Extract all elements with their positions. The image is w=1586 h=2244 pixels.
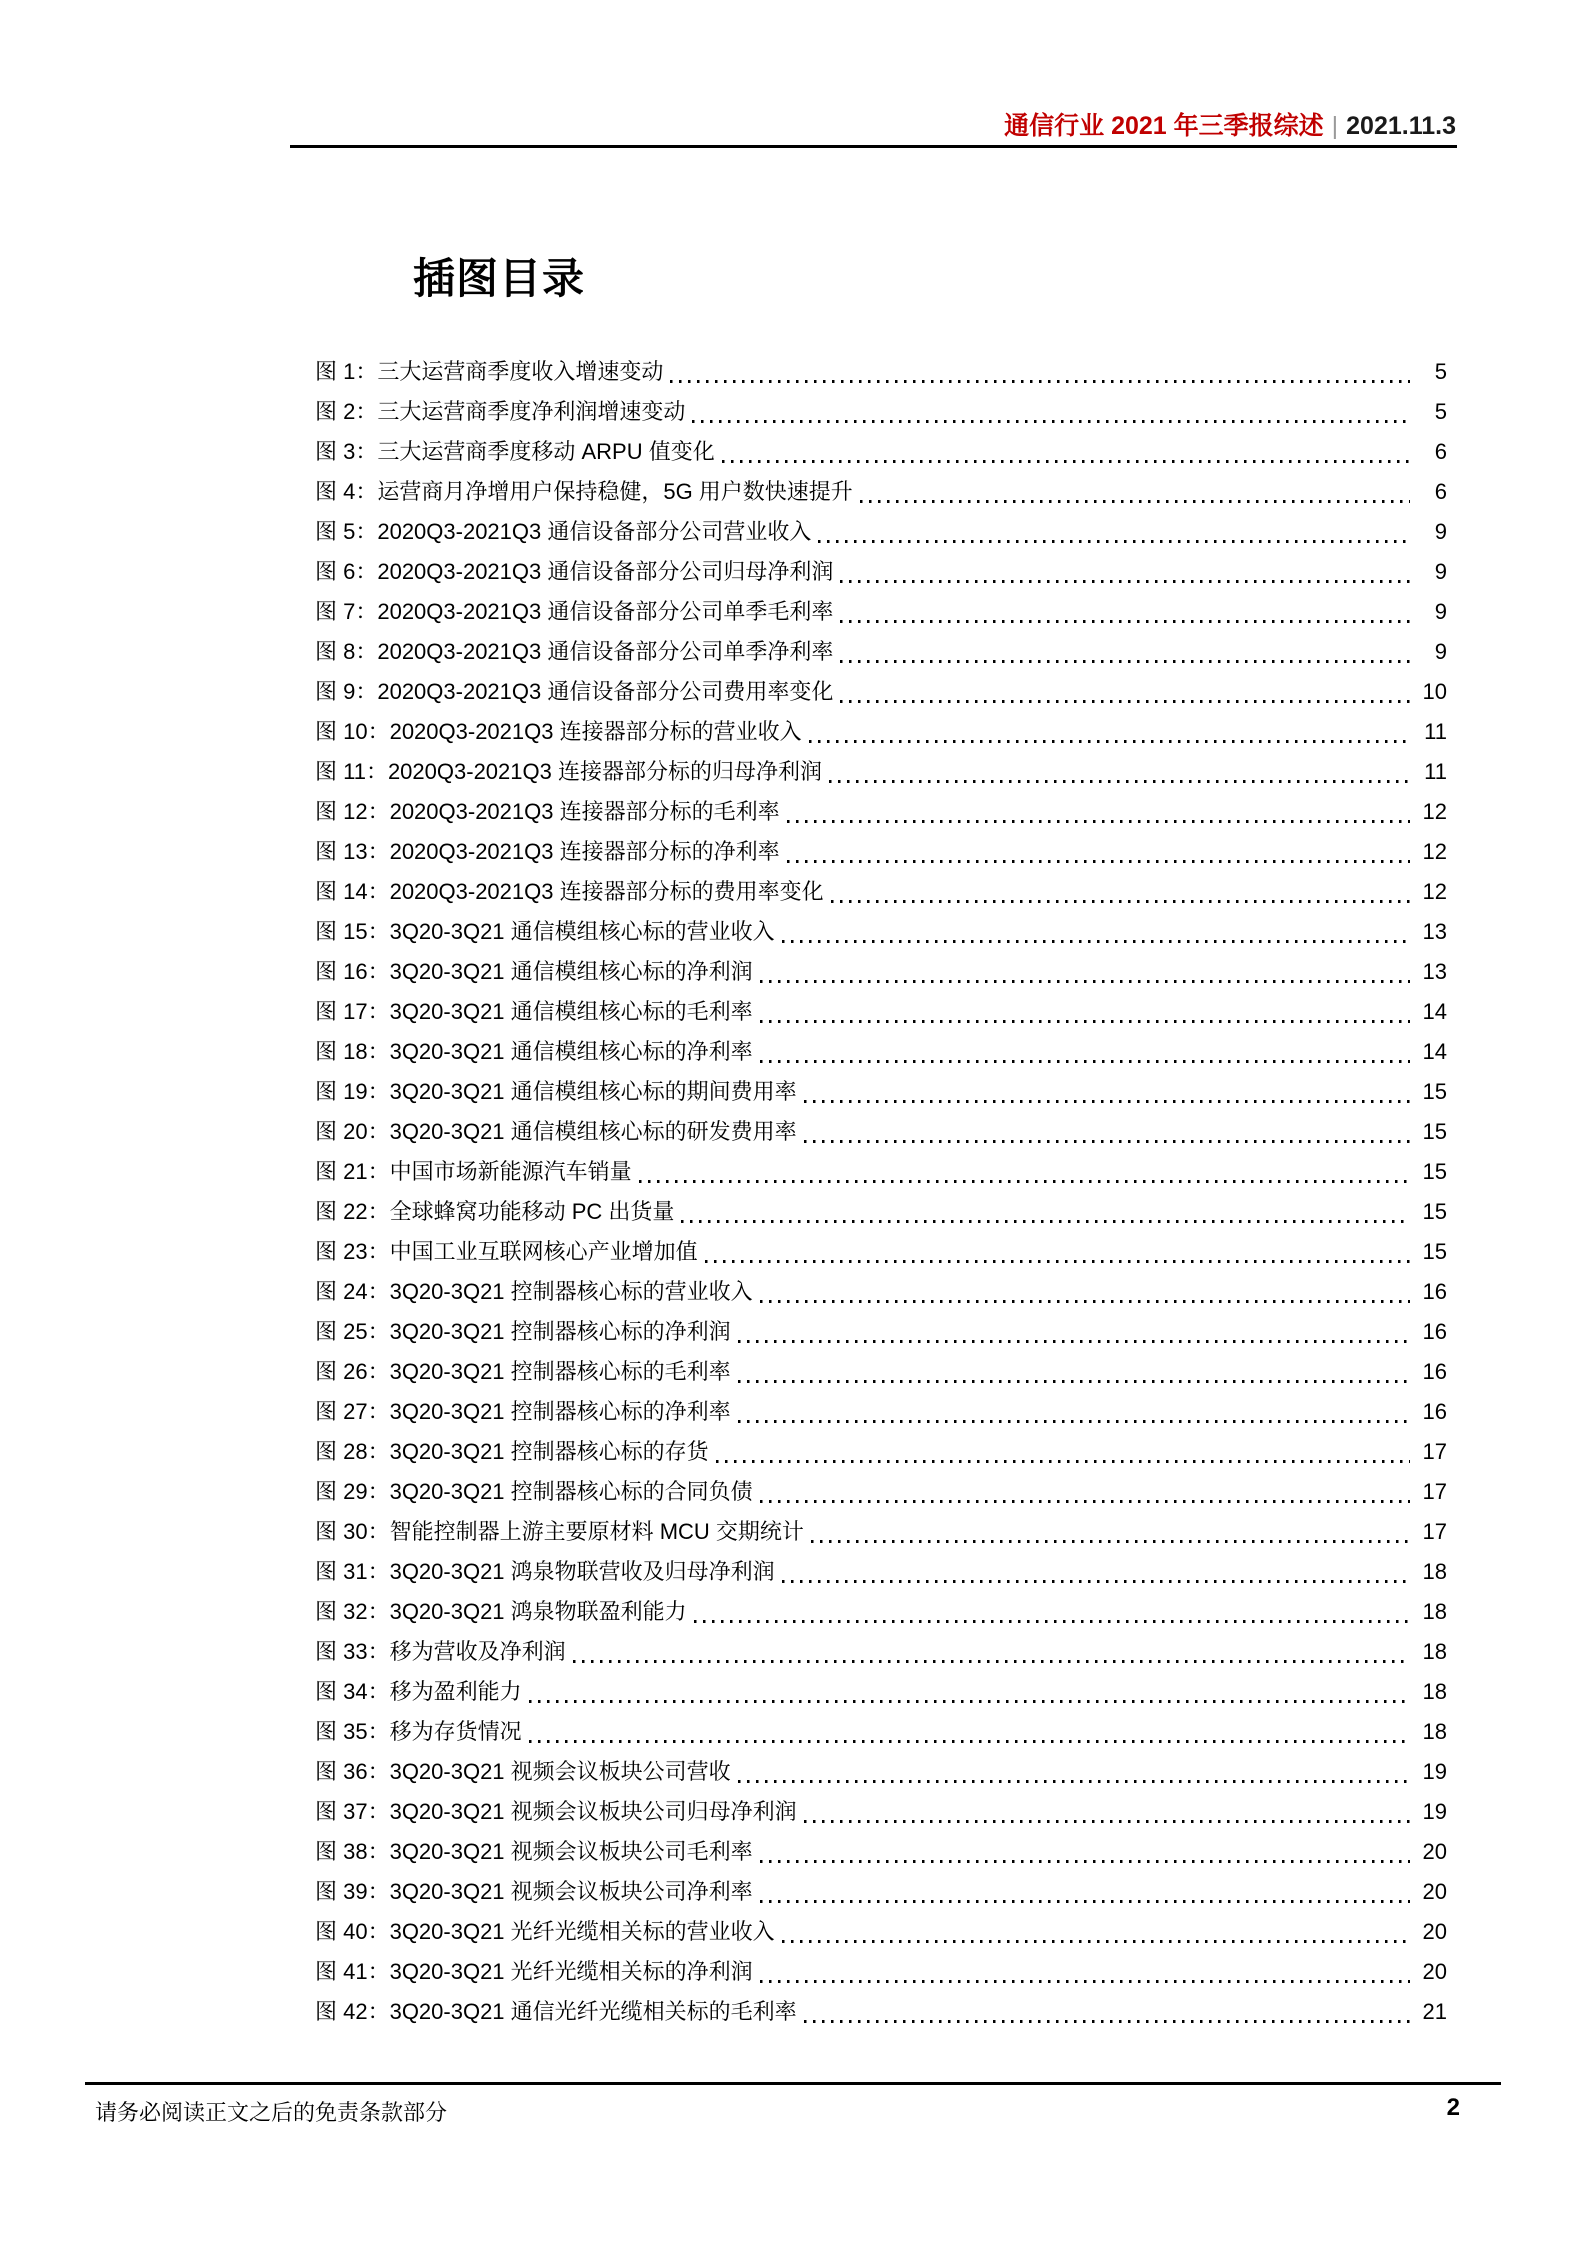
toc-leader-dots <box>760 1060 1410 1063</box>
toc-entry-label: 图 9：2020Q3-2021Q3 通信设备部分公司费用率变化 <box>315 679 834 704</box>
toc-row <box>315 1792 1447 1832</box>
toc-row <box>315 832 1447 872</box>
toc-page-number: 6 <box>1434 479 1447 504</box>
toc-entry-label: 图 15：3Q20-3Q21 通信模组核心标的营业收入 <box>315 919 775 944</box>
toc-entry-label: 图 28：3Q20-3Q21 控制器核心标的存货 <box>315 1439 709 1464</box>
toc-page-number: 13 <box>1422 959 1447 984</box>
toc-leader-dots <box>804 1820 1410 1823</box>
footer-disclaimer: 请务必阅读正文之后的免责条款部分 <box>95 2100 448 2125</box>
toc-row <box>315 1472 1447 1512</box>
toc-page-number: 14 <box>1422 999 1447 1024</box>
toc-row <box>315 1312 1447 1352</box>
toc-leader-dots <box>738 1380 1410 1383</box>
toc-page-number: 20 <box>1422 1919 1447 1944</box>
toc-page-number: 20 <box>1422 1959 1447 1984</box>
toc-row <box>315 512 1447 552</box>
toc-leader-dots <box>722 460 1410 463</box>
toc-row <box>315 592 1447 632</box>
toc-leader-dots <box>529 1700 1410 1703</box>
toc-page-number: 15 <box>1422 1119 1447 1144</box>
toc-leader-dots <box>809 740 1410 743</box>
toc-leader-dots <box>738 1340 1410 1343</box>
toc-row <box>315 632 1447 672</box>
toc-row <box>315 1192 1447 1232</box>
toc-leader-dots <box>573 1660 1410 1663</box>
toc-leader-dots <box>760 1860 1410 1863</box>
header-rule <box>290 145 1457 148</box>
toc-page-number: 17 <box>1422 1519 1447 1544</box>
toc-leader-dots <box>760 1900 1410 1903</box>
toc-page-number: 5 <box>1434 399 1447 424</box>
toc-row <box>315 952 1447 992</box>
toc-leader-dots <box>692 420 1410 423</box>
toc-row <box>315 1832 1447 1872</box>
toc-entry-label: 图 6：2020Q3-2021Q3 通信设备部分公司归母净利润 <box>315 559 834 584</box>
toc-entry-label: 图 30：智能控制器上游主要原材料 MCU 交期统计 <box>315 1519 804 1544</box>
toc-leader-dots <box>829 780 1410 783</box>
toc-page-number: 20 <box>1422 1839 1447 1864</box>
toc-page-number: 12 <box>1422 839 1447 864</box>
toc-entry-label: 图 34：移为盈利能力 <box>315 1679 522 1704</box>
toc-leader-dots <box>787 820 1410 823</box>
toc-list <box>315 352 1447 2032</box>
toc-leader-dots <box>681 1220 1410 1223</box>
toc-row <box>315 672 1447 712</box>
toc-leader-dots <box>782 1580 1410 1583</box>
toc-row <box>315 392 1447 432</box>
toc-row <box>315 872 1447 912</box>
toc-page-number: 16 <box>1422 1319 1447 1344</box>
toc-leader-dots <box>760 1980 1410 1983</box>
toc-entry-label: 图 7：2020Q3-2021Q3 通信设备部分公司单季毛利率 <box>315 599 834 624</box>
toc-leader-dots <box>760 1300 1410 1303</box>
toc-entry-label: 图 5：2020Q3-2021Q3 通信设备部分公司营业收入 <box>315 519 812 544</box>
toc-entry-label: 图 16：3Q20-3Q21 通信模组核心标的净利润 <box>315 959 753 984</box>
toc-entry-label: 图 39：3Q20-3Q21 视频会议板块公司净利率 <box>315 1879 753 1904</box>
toc-row <box>315 912 1447 952</box>
toc-row <box>315 1432 1447 1472</box>
toc-page-number: 5 <box>1434 359 1447 384</box>
toc-leader-dots <box>840 580 1410 583</box>
toc-row <box>315 752 1447 792</box>
toc-page-number: 18 <box>1422 1679 1447 1704</box>
toc-row <box>315 1512 1447 1552</box>
toc-page-number: 18 <box>1422 1559 1447 1584</box>
toc-leader-dots <box>694 1620 1410 1623</box>
toc-leader-dots <box>840 700 1410 703</box>
page-header <box>0 106 1456 142</box>
toc-page-number: 16 <box>1422 1279 1447 1304</box>
toc-entry-label: 图 38：3Q20-3Q21 视频会议板块公司毛利率 <box>315 1839 753 1864</box>
toc-row <box>315 1912 1447 1952</box>
toc-page-number: 9 <box>1434 599 1447 624</box>
toc-page-number: 15 <box>1422 1079 1447 1104</box>
report-title: 通信行业 2021 年三季报综述 <box>1004 112 1324 140</box>
toc-leader-dots <box>705 1260 1410 1263</box>
toc-page-number: 12 <box>1422 879 1447 904</box>
toc-page-number: 18 <box>1422 1719 1447 1744</box>
toc-leader-dots <box>782 940 1410 943</box>
toc-page-number: 11 <box>1424 719 1447 744</box>
toc-row <box>315 1552 1447 1592</box>
toc-page-number: 12 <box>1422 799 1447 824</box>
toc-row <box>315 1992 1447 2032</box>
toc-page-number: 13 <box>1422 919 1447 944</box>
footer-rule <box>85 2082 1501 2085</box>
toc-row <box>315 1032 1447 1072</box>
toc-leader-dots <box>840 660 1410 663</box>
toc-row <box>315 1752 1447 1792</box>
toc-leader-dots <box>860 500 1410 503</box>
toc-entry-label: 图 31：3Q20-3Q21 鸿泉物联营收及归母净利润 <box>315 1559 775 1584</box>
footer-page-number: 2 <box>1446 2094 1460 2121</box>
toc-row <box>315 712 1447 752</box>
toc-row <box>315 1232 1447 1272</box>
toc-page-number: 19 <box>1422 1799 1447 1824</box>
toc-entry-label: 图 26：3Q20-3Q21 控制器核心标的毛利率 <box>315 1359 731 1384</box>
toc-entry-label: 图 14：2020Q3-2021Q3 连接器部分标的费用率变化 <box>315 879 824 904</box>
toc-leader-dots <box>804 2020 1410 2023</box>
toc-page-number: 15 <box>1422 1159 1447 1184</box>
toc-leader-dots <box>811 1540 1410 1543</box>
toc-page-number: 15 <box>1422 1199 1447 1224</box>
toc-page-number: 16 <box>1422 1359 1447 1384</box>
toc-entry-label: 图 33：移为营收及净利润 <box>315 1639 566 1664</box>
toc-entry-label: 图 24：3Q20-3Q21 控制器核心标的营业收入 <box>315 1279 753 1304</box>
toc-entry-label: 图 11：2020Q3-2021Q3 连接器部分标的归母净利润 <box>315 759 822 784</box>
toc-entry-label: 图 36：3Q20-3Q21 视频会议板块公司营收 <box>315 1759 731 1784</box>
toc-leader-dots <box>840 620 1410 623</box>
toc-row <box>315 1872 1447 1912</box>
toc-entry-label: 图 3：三大运营商季度移动 ARPU 值变化 <box>315 439 715 464</box>
header-date: 2021.11.3 <box>1346 112 1456 140</box>
toc-page-number: 21 <box>1422 1999 1447 2024</box>
toc-row <box>315 792 1447 832</box>
toc-leader-dots <box>529 1740 1410 1743</box>
toc-entry-label: 图 19：3Q20-3Q21 通信模组核心标的期间费用率 <box>315 1079 797 1104</box>
toc-entry-label: 图 20：3Q20-3Q21 通信模组核心标的研发费用率 <box>315 1119 797 1144</box>
toc-page-number: 18 <box>1422 1639 1447 1664</box>
toc-row <box>315 1152 1447 1192</box>
toc-entry-label: 图 22：全球蜂窝功能移动 PC 出货量 <box>315 1199 675 1224</box>
toc-leader-dots <box>787 860 1410 863</box>
toc-entry-label: 图 37：3Q20-3Q21 视频会议板块公司归母净利润 <box>315 1799 797 1824</box>
toc-row <box>315 352 1447 392</box>
toc-page-number: 19 <box>1422 1759 1447 1784</box>
toc-entry-label: 图 10：2020Q3-2021Q3 连接器部分标的营业收入 <box>315 719 802 744</box>
toc-entry-label: 图 35：移为存货情况 <box>315 1719 522 1744</box>
toc-entry-label: 图 12：2020Q3-2021Q3 连接器部分标的毛利率 <box>315 799 780 824</box>
toc-page-number: 14 <box>1422 1039 1447 1064</box>
toc-entry-label: 图 2：三大运营商季度净利润增速变动 <box>315 399 686 424</box>
toc-row <box>315 1952 1447 1992</box>
toc-entry-label: 图 1：三大运营商季度收入增速变动 <box>315 359 664 384</box>
toc-leader-dots <box>716 1460 1410 1463</box>
toc-leader-dots <box>782 1940 1410 1943</box>
toc-leader-dots <box>831 900 1410 903</box>
toc-page-number: 10 <box>1422 679 1447 704</box>
toc-entry-label: 图 4：运营商月净增用户保持稳健，5G 用户数快速提升 <box>315 479 853 504</box>
section-title: 插图目录 <box>413 255 586 302</box>
toc-entry-label: 图 40：3Q20-3Q21 光纤光缆相关标的营业收入 <box>315 1919 775 1944</box>
toc-row <box>315 432 1447 472</box>
toc-entry-label: 图 25：3Q20-3Q21 控制器核心标的净利润 <box>315 1319 731 1344</box>
toc-entry-label: 图 41：3Q20-3Q21 光纤光缆相关标的净利润 <box>315 1959 753 1984</box>
toc-page-number: 11 <box>1424 759 1447 784</box>
toc-page-number: 15 <box>1422 1239 1447 1264</box>
toc-page-number: 18 <box>1422 1599 1447 1624</box>
toc-entry-label: 图 29：3Q20-3Q21 控制器核心标的合同负债 <box>315 1479 753 1504</box>
toc-row <box>315 1592 1447 1632</box>
toc-row <box>315 1672 1447 1712</box>
toc-entry-label: 图 23：中国工业互联网核心产业增加值 <box>315 1239 698 1264</box>
toc-leader-dots <box>804 1140 1410 1143</box>
toc-entry-label: 图 18：3Q20-3Q21 通信模组核心标的净利率 <box>315 1039 753 1064</box>
toc-page-number: 20 <box>1422 1879 1447 1904</box>
toc-row <box>315 552 1447 592</box>
toc-leader-dots <box>818 540 1410 543</box>
toc-row <box>315 1112 1447 1152</box>
toc-leader-dots <box>670 380 1410 383</box>
toc-entry-label: 图 13：2020Q3-2021Q3 连接器部分标的净利率 <box>315 839 780 864</box>
toc-leader-dots <box>738 1420 1410 1423</box>
toc-leader-dots <box>639 1180 1410 1183</box>
toc-page-number: 6 <box>1434 439 1447 464</box>
toc-leader-dots <box>804 1100 1410 1103</box>
toc-row <box>315 1392 1447 1432</box>
toc-leader-dots <box>738 1780 1410 1783</box>
toc-leader-dots <box>760 1020 1410 1023</box>
toc-page-number: 17 <box>1422 1479 1447 1504</box>
toc-entry-label: 图 32：3Q20-3Q21 鸿泉物联盈利能力 <box>315 1599 687 1624</box>
toc-entry-label: 图 27：3Q20-3Q21 控制器核心标的净利率 <box>315 1399 731 1424</box>
toc-leader-dots <box>760 980 1410 983</box>
toc-row <box>315 1712 1447 1752</box>
toc-row <box>315 1352 1447 1392</box>
toc-row <box>315 472 1447 512</box>
toc-row <box>315 1272 1447 1312</box>
toc-page-number: 17 <box>1422 1439 1447 1464</box>
toc-page-number: 9 <box>1434 559 1447 584</box>
toc-page-number: 9 <box>1434 639 1447 664</box>
toc-row <box>315 1632 1447 1672</box>
toc-entry-label: 图 8：2020Q3-2021Q3 通信设备部分公司单季净利率 <box>315 639 834 664</box>
toc-page-number: 16 <box>1422 1399 1447 1424</box>
toc-row <box>315 992 1447 1032</box>
toc-entry-label: 图 21：中国市场新能源汽车销量 <box>315 1159 632 1184</box>
toc-page-number: 9 <box>1434 519 1447 544</box>
toc-entry-label: 图 17：3Q20-3Q21 通信模组核心标的毛利率 <box>315 999 753 1024</box>
toc-leader-dots <box>760 1500 1410 1503</box>
toc-row <box>315 1072 1447 1112</box>
toc-entry-label: 图 42：3Q20-3Q21 通信光纤光缆相关标的毛利率 <box>315 1999 797 2024</box>
header-separator: | <box>1331 112 1339 140</box>
